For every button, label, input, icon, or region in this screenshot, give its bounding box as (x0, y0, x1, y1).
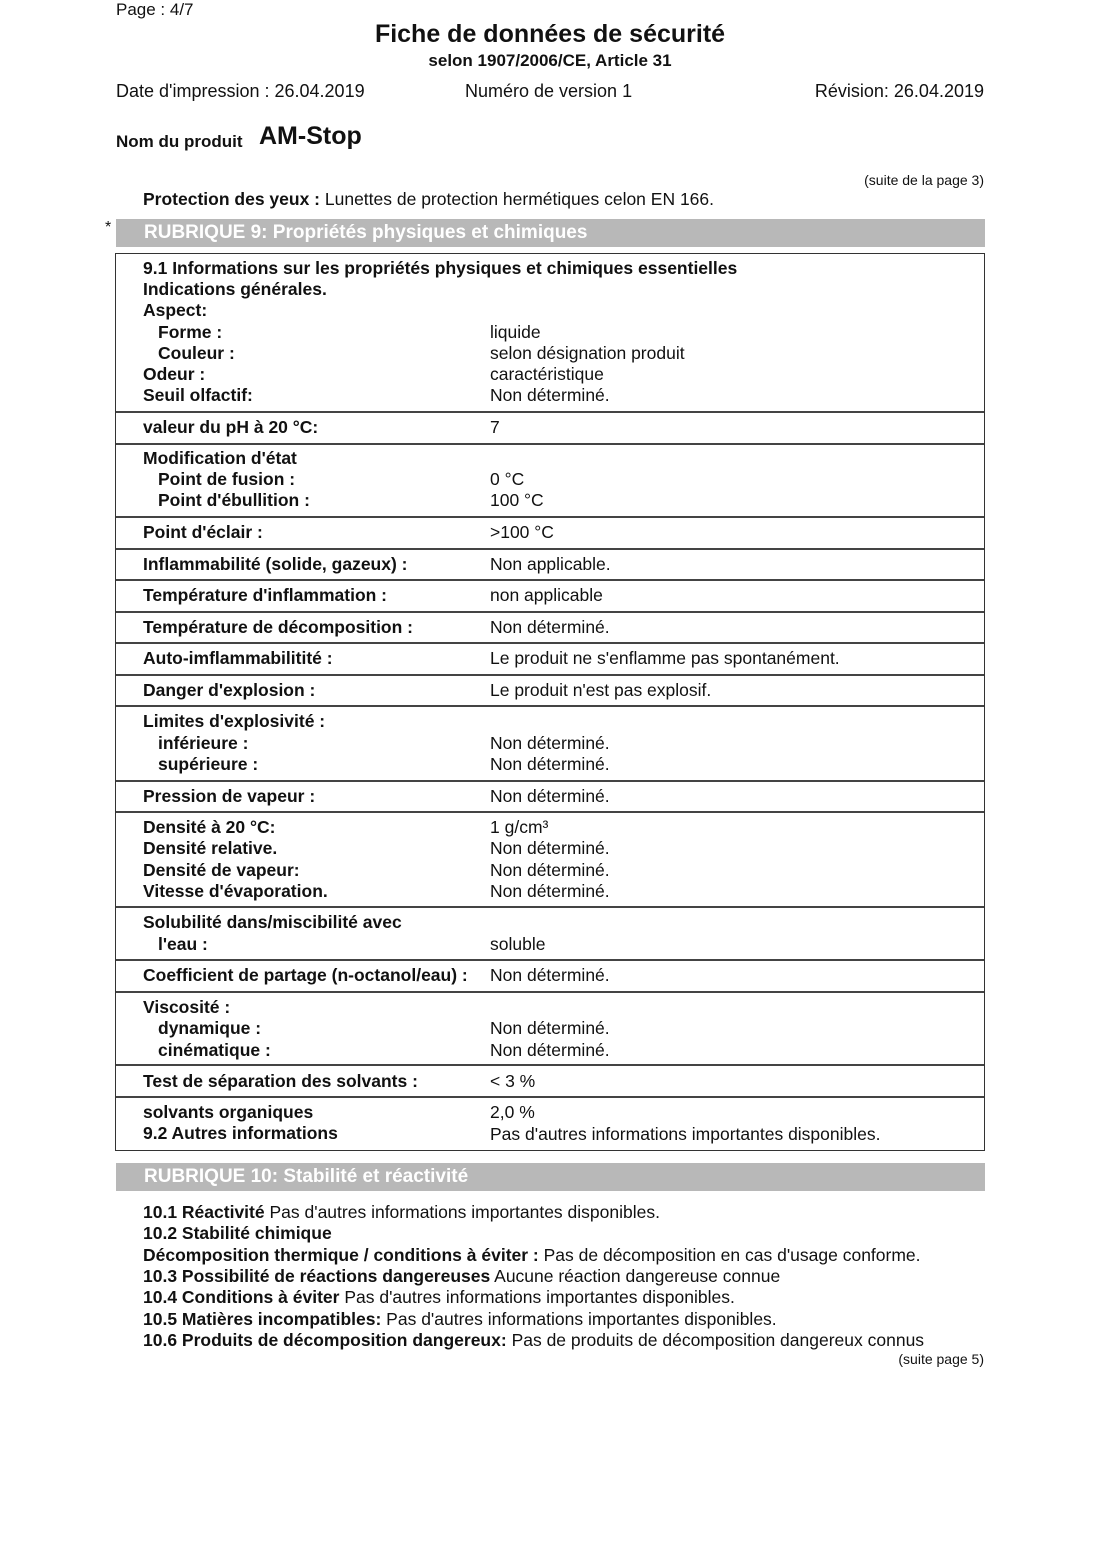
property-label: Coefficient de partage (n-octanol/eau) : (143, 965, 468, 985)
continued-next-note: (suite page 5) (898, 1351, 984, 1367)
row-divider (116, 642, 984, 644)
line-label: 10.4 Conditions à éviter (143, 1287, 340, 1307)
version-number: Numéro de version 1 (465, 81, 633, 101)
property-label: valeur du pH à 20 °C: (143, 417, 319, 437)
property-label: Couleur : (158, 343, 235, 363)
property-label: 9.2 Autres informations (143, 1123, 338, 1143)
row-divider (116, 674, 984, 676)
property-label: Densité de vapeur: (143, 860, 300, 880)
line-text: Pas d'autres informations importantes disponibles. (269, 1202, 660, 1222)
property-value: Non déterminé. (490, 860, 610, 880)
property-value: Non déterminé. (490, 881, 610, 901)
property-label: Aspect: (143, 300, 208, 320)
row-divider (116, 1064, 984, 1066)
eye-protection-label: Protection des yeux : (143, 189, 320, 209)
line-text: Pas de décomposition en cas d'usage conforme. (543, 1245, 921, 1265)
section-10-line (143, 1202, 660, 1223)
eye-protection-line (143, 189, 714, 210)
revision-date: Révision: 26.04.2019 (814, 81, 984, 101)
property-value: Non applicable. (490, 554, 611, 574)
property-value: Non déterminé. (490, 965, 610, 985)
property-value: non applicable (490, 585, 603, 605)
property-label: inférieure : (158, 733, 249, 753)
row-divider (116, 1096, 984, 1098)
section-10-line (143, 1287, 735, 1308)
document-title: Fiche de données de sécurité (374, 20, 726, 48)
property-label: Température d'inflammation : (143, 585, 388, 605)
row-divider (116, 411, 984, 413)
property-label: Inflammabilité (solide, gazeux) : (143, 554, 408, 574)
section-10-line (143, 1223, 332, 1244)
property-label: Auto-imflammabilitité : (143, 648, 333, 668)
line-label: 10.6 Produits de décomposition dangereux: (143, 1330, 507, 1350)
product-name: AM-Stop (259, 122, 362, 150)
property-label: Point d'éclair : (143, 522, 263, 542)
property-label: solvants organiques (143, 1102, 314, 1122)
property-value: caractéristique (490, 364, 604, 384)
property-value: Non déterminé. (490, 1040, 610, 1060)
row-divider (116, 579, 984, 581)
row-divider (116, 991, 984, 993)
line-label: 10.2 Stabilité chimique (143, 1223, 332, 1243)
property-label: 9.1 Informations sur les propriétés physiques et chimiques essentielles (143, 258, 738, 278)
property-label: Densité à 20 °C: (143, 817, 276, 837)
print-date: Date d'impression : 26.04.2019 (116, 81, 365, 101)
property-label: Forme : (158, 322, 223, 342)
line-label: Décomposition thermique / conditions à éviter : (143, 1245, 539, 1265)
property-value: Non déterminé. (490, 617, 610, 637)
section-10-header: RUBRIQUE 10: Stabilité et réactivité (116, 1163, 985, 1191)
property-value: liquide (490, 322, 541, 342)
line-text: Pas d'autres informations importantes disponibles. (386, 1309, 777, 1329)
property-value: 100 °C (490, 490, 544, 510)
row-divider (116, 443, 984, 445)
property-value: Non déterminé. (490, 385, 610, 405)
property-value: Non déterminé. (490, 733, 610, 753)
line-text: Pas de produits de décomposition dangereux connus (511, 1330, 925, 1350)
property-label: l'eau : (158, 934, 208, 954)
property-label: Température de décomposition : (143, 617, 413, 637)
property-value: Non déterminé. (490, 1018, 610, 1038)
property-value: Non déterminé. (490, 786, 610, 806)
property-label: Densité relative. (143, 838, 278, 858)
row-divider (116, 906, 984, 908)
row-divider (116, 959, 984, 961)
property-value: 0 °C (490, 469, 525, 489)
section-10-line (143, 1266, 780, 1287)
property-label: Vitesse d'évaporation. (143, 881, 328, 901)
line-text: Aucune réaction dangereuse connue (494, 1266, 781, 1286)
property-label: Viscosité : (143, 997, 231, 1017)
property-label: Odeur : (143, 364, 206, 384)
line-label: 10.3 Possibilité de réactions dangereuses (143, 1266, 491, 1286)
revision-marker: * (105, 219, 112, 236)
row-divider (116, 705, 984, 707)
line-label: 10.1 Réactivité (143, 1202, 265, 1222)
property-label: dynamique : (158, 1018, 262, 1038)
row-divider (116, 548, 984, 550)
property-label: Point de fusion : (158, 469, 296, 489)
property-value: selon désignation produit (490, 343, 685, 363)
continued-from-note: (suite de la page 3) (864, 172, 984, 188)
property-label: Danger d'explosion : (143, 680, 316, 700)
product-label: Nom du produit (116, 132, 243, 151)
property-value: 7 (490, 417, 500, 437)
property-value: Le produit n'est pas explosif. (490, 680, 712, 700)
property-value: >100 °C (490, 522, 554, 542)
property-value: Non déterminé. (490, 838, 610, 858)
property-label: Test de séparation des solvants : (143, 1071, 418, 1091)
property-value: 2,0 % (490, 1102, 535, 1122)
property-label: Limites d'explosivité : (143, 711, 326, 731)
property-label: Indications générales. (143, 279, 327, 299)
line-text: Pas d'autres informations importantes disponibles. (344, 1287, 735, 1307)
row-divider (116, 811, 984, 813)
property-value: Le produit ne s'enflamme pas spontanément. (490, 648, 840, 668)
property-label: supérieure : (158, 754, 259, 774)
property-value: soluble (490, 934, 546, 954)
section-10-line (143, 1330, 924, 1351)
property-label: Seuil olfactif: (143, 385, 253, 405)
document-subtitle: selon 1907/2006/CE, Article 31 (428, 51, 672, 70)
section-10-line (143, 1309, 777, 1330)
property-value: Pas d'autres informations importantes disponibles. (490, 1124, 881, 1144)
property-label: Modification d'état (143, 448, 297, 468)
property-value: 1 g/cm³ (490, 817, 549, 837)
property-label: cinématique : (158, 1040, 271, 1060)
line-label: 10.5 Matières incompatibles: (143, 1309, 382, 1329)
property-value: < 3 % (490, 1071, 536, 1091)
page-number: Page : 4/7 (116, 0, 194, 19)
property-label: Point d'ébullition : (158, 490, 310, 510)
section-10-line (143, 1245, 921, 1266)
property-label: Solubilité dans/miscibilité avec (143, 912, 402, 932)
property-value: Non déterminé. (490, 754, 610, 774)
row-divider (116, 611, 984, 613)
row-divider (116, 516, 984, 518)
row-divider (116, 780, 984, 782)
section-9-header: RUBRIQUE 9: Propriétés physiques et chimiques (116, 219, 985, 247)
property-label: Pression de vapeur : (143, 786, 316, 806)
eye-protection-text: Lunettes de protection hermétiques celon EN 166. (324, 189, 715, 209)
